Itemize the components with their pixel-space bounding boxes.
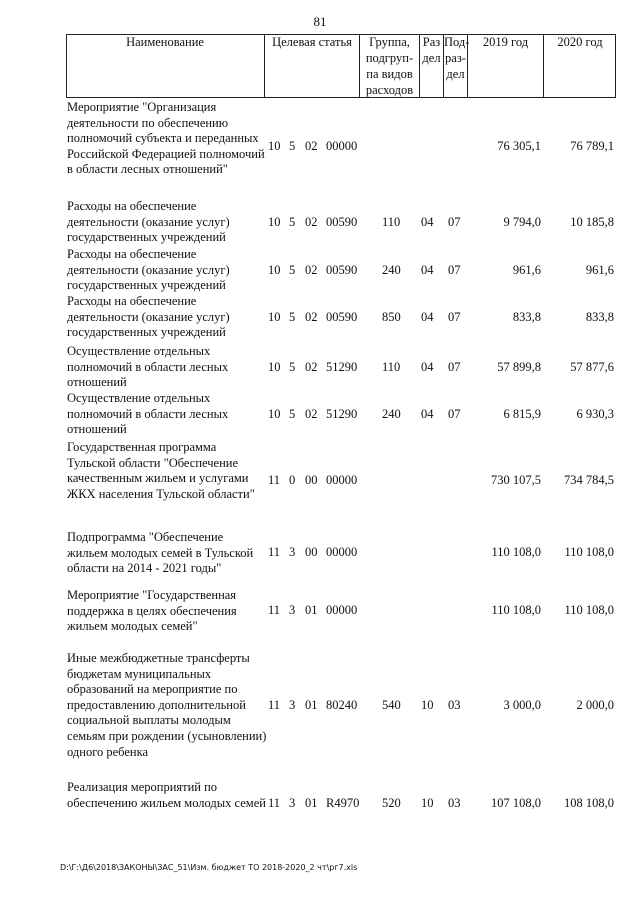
value-2020: 961,6: [585, 263, 614, 277]
row-name: Осуществление отдельных полномочий в области лесных отношений: [67, 344, 229, 390]
row-name: Мероприятие "Государственная поддержка в целях обеспечения жильем молодых семей": [67, 588, 237, 634]
section-code: 10: [421, 796, 434, 810]
group-code: 110: [382, 215, 401, 229]
header-2020: 2020 год: [543, 34, 616, 98]
row-name: Подпрограмма "Обеспечение жильем молодых семей в Тульской области на 2014 - 2021 годы": [67, 530, 254, 576]
code-d: R4970: [326, 796, 360, 810]
code-d: 51290: [326, 407, 358, 421]
value-2019: 6 815,9: [503, 407, 541, 421]
row-name: Осуществление отдельных полномочий в области лесных отношений: [67, 391, 229, 437]
code-a: 10: [268, 407, 281, 421]
code-b: 3: [289, 545, 296, 559]
header-target: Целевая статья: [264, 34, 359, 98]
value-2019: 730 107,5: [491, 473, 541, 487]
value-2019: 961,6: [512, 263, 541, 277]
group-code: 240: [382, 407, 401, 421]
code-b: 5: [289, 215, 296, 229]
value-2020: 76 789,1: [570, 139, 614, 153]
code-a: 11: [268, 545, 281, 559]
table-header: [66, 34, 616, 98]
code-a: 11: [268, 698, 281, 712]
value-2019: 9 794,0: [503, 215, 541, 229]
code-c: 02: [305, 139, 318, 153]
code-c: 02: [305, 263, 318, 277]
header-group: Группа, подгруп- па видов расходов: [359, 34, 419, 98]
value-2020: 6 930,3: [576, 407, 614, 421]
group-code: 520: [382, 796, 401, 810]
code-d: 00000: [326, 603, 358, 617]
value-2020: 2 000,0: [576, 698, 614, 712]
code-a: 11: [268, 473, 281, 487]
row-name: Мероприятие "Организация деятельности по обеспечению полномочий субъекта и переданных Российской Федерацией полномочий в области лесных отношений": [67, 100, 265, 177]
section-code: 04: [421, 215, 434, 229]
code-a: 11: [268, 603, 281, 617]
code-d: 00000: [326, 139, 358, 153]
code-d: 00000: [326, 473, 358, 487]
section-code: 04: [421, 310, 434, 324]
subsection-code: 07: [448, 360, 461, 374]
group-code: 240: [382, 263, 401, 277]
value-2019: 57 899,8: [497, 360, 541, 374]
value-2019: 110 108,0: [491, 603, 541, 617]
value-2020: 57 877,6: [570, 360, 614, 374]
code-b: 5: [289, 310, 296, 324]
code-b: 3: [289, 603, 296, 617]
code-d: 00590: [326, 310, 358, 324]
code-d: 00000: [326, 545, 358, 559]
row-name: Реализация мероприятий по обеспечению жильем молодых семей: [67, 780, 266, 810]
row-name: Иные межбюджетные трансферты бюджетам муниципальных образований на мероприятие по предоставлению дополнительной социальной выплаты молодым семьям при рождении (усыновлении) одного ребенка: [67, 651, 267, 759]
code-d: 00590: [326, 263, 358, 277]
code-c: 01: [305, 603, 318, 617]
code-c: 02: [305, 310, 318, 324]
subsection-code: 07: [448, 310, 461, 324]
file-path-footer: D:\Г:\Д6\2018\ЗАКОНЫ\ЗАС_51\Изм. бюджет ТО 2018-2020_2 чт\рг7.xls: [60, 863, 358, 872]
subsection-code: 03: [448, 698, 461, 712]
value-2019: 107 108,0: [491, 796, 541, 810]
value-2020: 110 108,0: [564, 603, 614, 617]
header-name: Наименование: [126, 35, 204, 49]
code-b: 5: [289, 407, 296, 421]
code-a: 10: [268, 263, 281, 277]
value-2019: 833,8: [512, 310, 541, 324]
code-b: 3: [289, 698, 296, 712]
section-code: 04: [421, 360, 434, 374]
code-a: 10: [268, 360, 281, 374]
code-a: 11: [268, 796, 281, 810]
value-2020: 734 784,5: [564, 473, 614, 487]
code-b: 0: [289, 473, 296, 487]
page-number: 81: [313, 14, 327, 29]
code-c: 02: [305, 407, 318, 421]
value-2020: 10 185,8: [570, 215, 614, 229]
group-code: 110: [382, 360, 401, 374]
code-b: 5: [289, 360, 296, 374]
code-a: 10: [268, 310, 281, 324]
subsection-code: 03: [448, 796, 461, 810]
section-code: 04: [421, 263, 434, 277]
group-code: 540: [382, 698, 401, 712]
code-c: 00: [305, 545, 318, 559]
subsection-code: 07: [448, 407, 461, 421]
value-2019: 3 000,0: [503, 698, 541, 712]
value-2020: 108 108,0: [564, 796, 614, 810]
value-2019: 110 108,0: [491, 545, 541, 559]
code-c: 02: [305, 215, 318, 229]
section-code: 04: [421, 407, 434, 421]
row-name: Расходы на обеспечение деятельности (оказание услуг) государственных учреждений: [67, 294, 230, 340]
code-b: 5: [289, 263, 296, 277]
code-c: 01: [305, 698, 318, 712]
row-name: Государственная программа Тульской области "Обеспечение качественным жильем и услугами ЖКХ населения Тульской области": [67, 440, 255, 501]
row-name: Расходы на обеспечение деятельности (оказание услуг) государственных учреждений: [67, 199, 230, 245]
code-b: 5: [289, 139, 296, 153]
value-2020: 110 108,0: [564, 545, 614, 559]
code-d: 80240: [326, 698, 358, 712]
code-d: 51290: [326, 360, 358, 374]
code-a: 10: [268, 215, 281, 229]
group-code: 850: [382, 310, 401, 324]
row-name: Расходы на обеспечение деятельности (оказание услуг) государственных учреждений: [67, 247, 230, 293]
value-2019: 76 305,1: [497, 139, 541, 153]
code-c: 01: [305, 796, 318, 810]
header-subsection: Под- раз- дел: [443, 34, 467, 98]
section-code: 10: [421, 698, 434, 712]
code-c: 00: [305, 473, 318, 487]
code-b: 3: [289, 796, 296, 810]
header-section: Раз дел: [419, 34, 443, 98]
subsection-code: 07: [448, 215, 461, 229]
subsection-code: 07: [448, 263, 461, 277]
code-d: 00590: [326, 215, 358, 229]
header-2019: 2019 год: [467, 34, 543, 98]
code-c: 02: [305, 360, 318, 374]
value-2020: 833,8: [585, 310, 614, 324]
code-a: 10: [268, 139, 281, 153]
